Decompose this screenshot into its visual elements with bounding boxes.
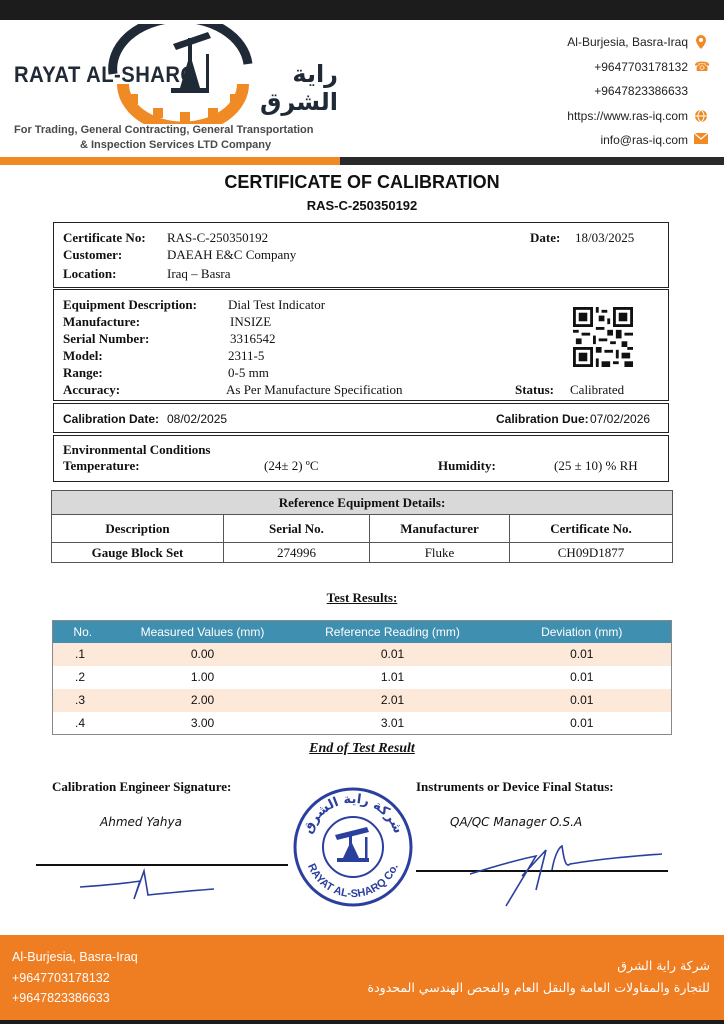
- ref-cell-description: Gauge Block Set: [52, 543, 224, 563]
- result-reference: 1.01: [293, 666, 493, 689]
- certificate-info-box: [53, 222, 669, 288]
- footer-arabic: [368, 955, 710, 999]
- reference-table-title: Reference Equipment Details:: [52, 491, 673, 515]
- result-no: .1: [53, 643, 113, 666]
- blank-icon: [694, 84, 708, 98]
- header-stripe-orange: [0, 157, 340, 165]
- company-logo: [8, 24, 338, 154]
- contact-block: [567, 30, 711, 153]
- footer-ar-line1: شركة راية الشرق: [617, 958, 710, 973]
- manager-signature-icon: [466, 840, 666, 910]
- final-status-label: Instruments or Device Final Status:: [416, 779, 614, 794]
- location-label: Location:: [63, 266, 117, 281]
- qa-manager-name: QA/QC Manager O.S.A: [450, 815, 583, 829]
- svg-text:شركة راية الشرق: [300, 792, 405, 836]
- qr-code-icon[interactable]: [573, 307, 633, 367]
- temperature-value: (24± 2) ºC: [264, 458, 319, 473]
- company-tagline-line2: & Inspection Services LTD Company: [80, 139, 272, 151]
- location-value: Iraq – Basra: [167, 266, 231, 281]
- humidity-label: Humidity:: [438, 458, 496, 473]
- reference-equipment-table: [51, 490, 673, 563]
- result-reference: 0.01: [293, 643, 493, 666]
- status-label: Status:: [515, 382, 555, 397]
- equipment-box: [53, 289, 669, 401]
- equipment-description-value: Dial Test Indicator: [228, 297, 326, 312]
- company-stamp: [289, 785, 417, 909]
- result-deviation: 0.01: [493, 689, 672, 712]
- result-measured: 3.00: [113, 712, 293, 735]
- stamp-text-bottom: RAYAT AL-SHARQ Co.: [305, 861, 401, 901]
- company-name-en: RAYAT AL-SHARQ: [14, 62, 197, 87]
- footer-phone1: +9647703178132: [12, 970, 110, 985]
- ref-cell-manufacturer: Fluke: [370, 543, 510, 563]
- calibration-due-value: 07/02/2026: [590, 412, 651, 426]
- company-tagline-line1: For Trading, General Contracting, General Transportation: [14, 124, 314, 136]
- header-stripe-dark: [340, 157, 724, 165]
- ref-col-description: Description: [52, 515, 224, 543]
- result-no: .4: [53, 712, 113, 735]
- contact-website[interactable]: [567, 104, 708, 129]
- table-row: [53, 643, 672, 666]
- engineer-signature-label: Calibration Engineer Signature:: [52, 779, 232, 794]
- manufacture-label: Manufacture:: [63, 314, 141, 329]
- range-label: Range:: [63, 365, 103, 380]
- footer-phone2: +9647823386633: [12, 991, 110, 1005]
- contact-address: [567, 30, 708, 55]
- footer-address: Al-Burjesia, Basra-Iraq: [12, 950, 138, 964]
- humidity-value: (25 ± 10) % RH: [554, 458, 638, 473]
- table-row: [53, 666, 672, 689]
- result-reference: 2.01: [293, 689, 493, 712]
- footer-bottom-bar: [0, 1020, 724, 1024]
- stamp-text-top: شركة راية الشرق: [300, 791, 406, 836]
- customer-value: DAEAH E&C Company: [167, 247, 297, 262]
- results-col-measured: Measured Values (mm): [113, 621, 293, 643]
- results-col-deviation: Deviation (mm): [493, 621, 672, 643]
- certificate-no-value: RAS-C-250350192: [167, 230, 269, 245]
- ref-cell-serial: 274996: [224, 543, 370, 563]
- table-row: [53, 712, 672, 735]
- certificate-no-label: Certificate No:: [63, 230, 146, 245]
- test-results-title: Test Results:: [326, 590, 398, 605]
- environment-box: [53, 435, 669, 482]
- phone2-text: +9647823386633: [594, 84, 688, 99]
- calibration-dates-box: [53, 403, 669, 433]
- engineer-name: Ahmed Yahya: [100, 815, 182, 829]
- result-deviation: 0.01: [493, 666, 672, 689]
- serial-value: 3316542: [230, 331, 276, 346]
- ref-col-manufacturer: Manufacturer: [370, 515, 510, 543]
- temperature-label: Temperature:: [63, 458, 140, 473]
- status-value: Calibrated: [570, 382, 625, 397]
- result-deviation: 0.01: [493, 712, 672, 735]
- stamp-pumpjack-icon: [335, 827, 369, 862]
- result-reference: 3.01: [293, 712, 493, 735]
- ref-cell-certificate: CH09D1877: [510, 543, 673, 563]
- footer: [0, 935, 724, 1024]
- range-value: 0-5 mm: [228, 365, 269, 380]
- company-name-ar: راية الشرق: [259, 60, 338, 116]
- customer-label: Customer:: [63, 247, 123, 262]
- top-dark-bar: [0, 0, 724, 20]
- model-value: 2311-5: [228, 348, 265, 363]
- footer-ar-line2: للتجارة والمقاولات العامة والنقل العام والفحص الهندسي المحدودة: [367, 980, 710, 995]
- serial-label: Serial Number:: [63, 331, 150, 346]
- calibration-date-label: Calibration Date:: [63, 412, 160, 426]
- calibration-date-value: 08/02/2025: [167, 412, 228, 426]
- result-measured: 0.00: [113, 643, 293, 666]
- model-label: Model:: [63, 348, 103, 363]
- contact-email[interactable]: [567, 128, 708, 153]
- contact-phone2: [567, 79, 708, 104]
- calibration-due-label: Calibration Due:: [496, 412, 589, 426]
- result-measured: 2.00: [113, 689, 293, 712]
- accuracy-label: Accuracy:: [63, 382, 121, 397]
- end-of-test-result: End of Test Result: [309, 741, 415, 756]
- result-no: .2: [53, 666, 113, 689]
- email-link[interactable]: info@ras-iq.com: [600, 133, 688, 148]
- result-deviation: 0.01: [493, 643, 672, 666]
- ref-col-certificate: Certificate No.: [510, 515, 673, 543]
- results-col-no: No.: [53, 621, 113, 643]
- accuracy-value: As Per Manufacture Specification: [226, 382, 403, 397]
- results-col-reference: Reference Reading (mm): [293, 621, 493, 643]
- location-pin-icon: [694, 35, 708, 49]
- engineer-signature-icon: [78, 865, 218, 905]
- contact-phone1: [567, 55, 711, 80]
- ref-col-serial: Serial No.: [224, 515, 370, 543]
- phone1-text: +9647703178132: [594, 59, 688, 74]
- date-label: Date:: [530, 230, 561, 245]
- environment-title: Environmental Conditions: [63, 442, 211, 457]
- test-results-table: [52, 620, 672, 735]
- footer-contact: [12, 947, 138, 1009]
- equipment-description-label: Equipment Description:: [63, 297, 197, 312]
- date-value: 18/03/2025: [575, 230, 635, 245]
- envelope-icon: [694, 133, 708, 147]
- address-text: Al-Burjesia, Basra-Iraq: [567, 35, 688, 50]
- table-row: [53, 689, 672, 712]
- result-measured: 1.00: [113, 666, 293, 689]
- telephone-icon: ☎: [694, 58, 711, 74]
- certificate-code: RAS-C-250350192: [306, 198, 418, 213]
- result-no: .3: [53, 689, 113, 712]
- certificate-title: CERTIFICATE OF CALIBRATION: [224, 172, 500, 192]
- globe-icon: [694, 109, 708, 123]
- manufacture-value: INSIZE: [230, 314, 272, 329]
- website-link[interactable]: https://www.ras-iq.com: [567, 108, 688, 123]
